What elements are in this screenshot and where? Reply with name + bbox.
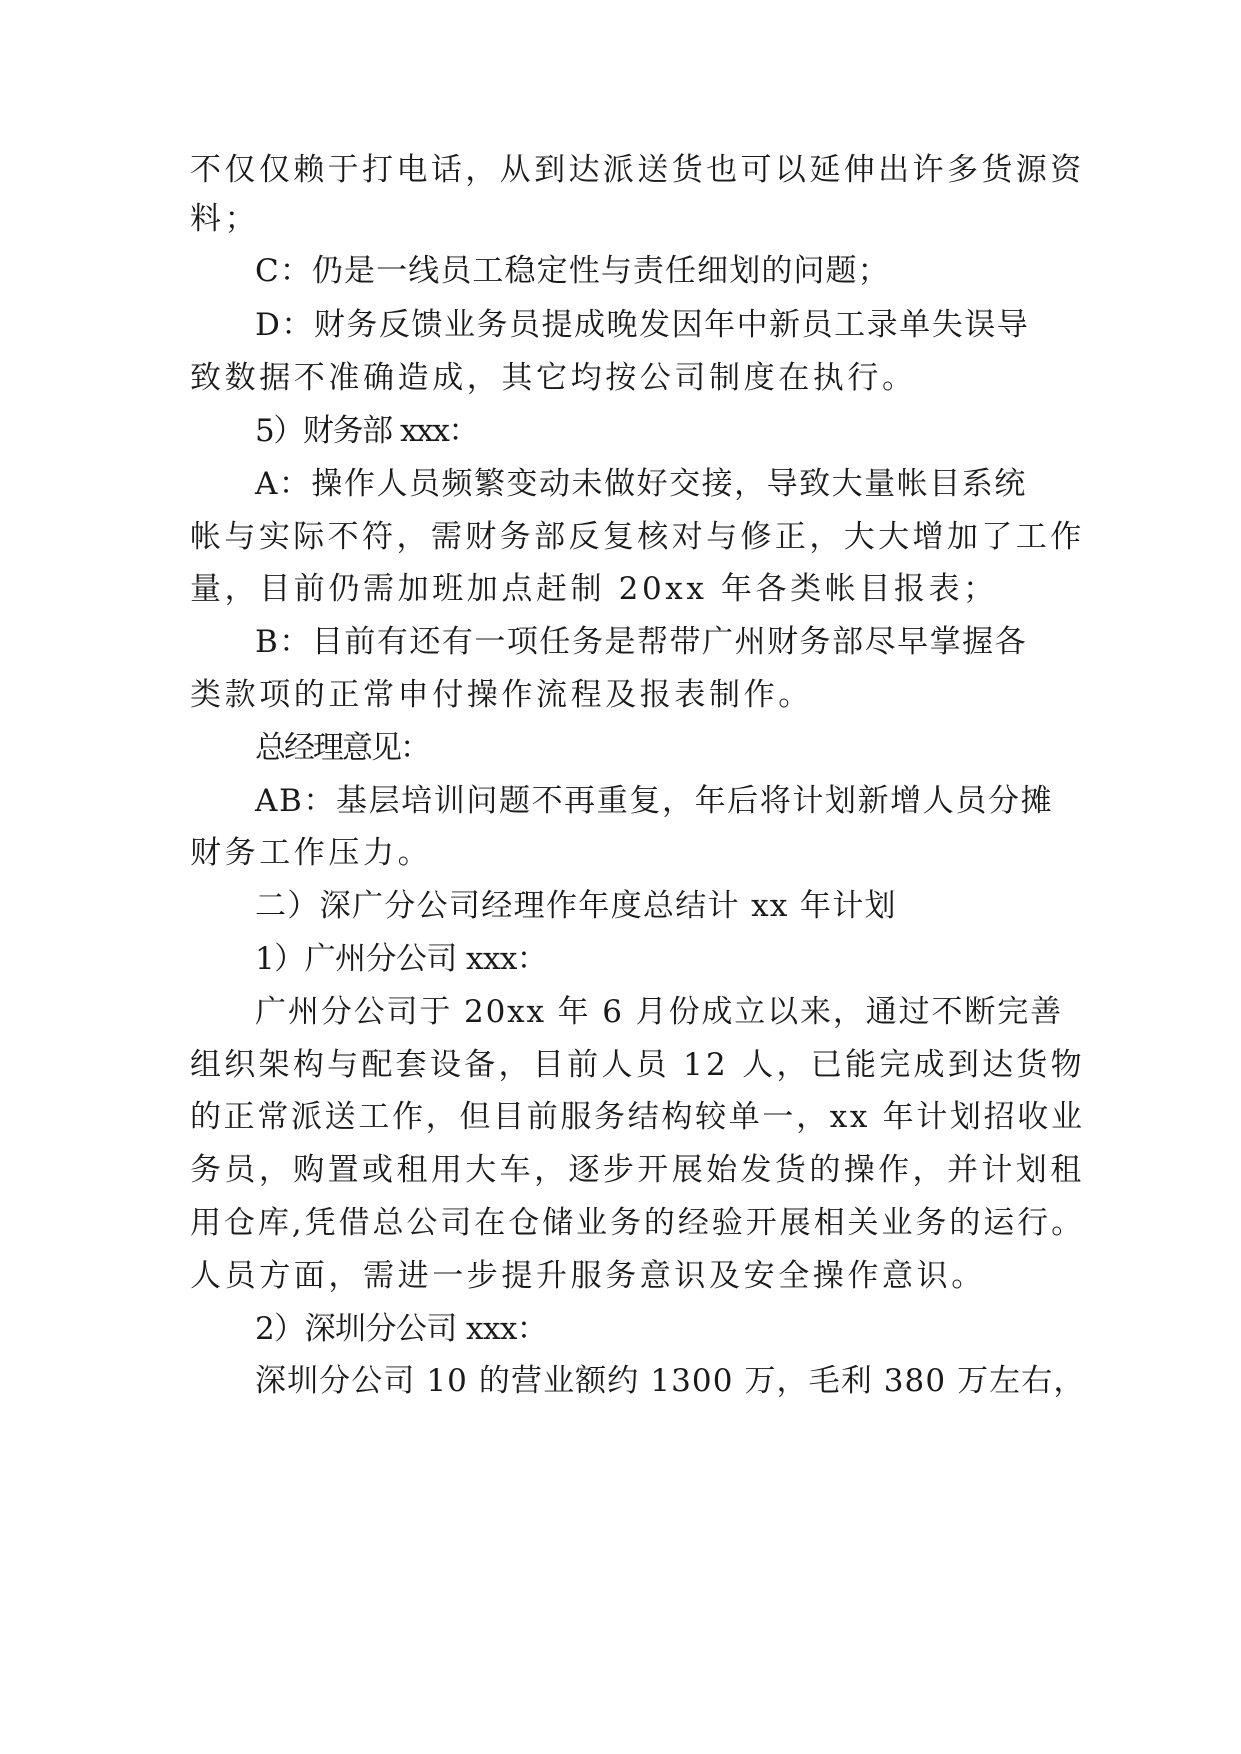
- text-line: 帐与实际不符，需财务部反复核对与修正，大大增加了工作: [190, 519, 1085, 555]
- text-line: 料；: [190, 201, 260, 237]
- text-line: 财务工作压力。: [190, 835, 433, 871]
- text-line: 人员方面，需进一步提升服务意识及安全操作意识。: [190, 1258, 986, 1294]
- text-line: 致数据不准确造成，其它均按公司制度在执行。: [190, 360, 917, 396]
- text-line: 二）深广分公司经理作年度总结计 xx 年计划: [255, 888, 897, 924]
- text-line: D：财务反馈业务员提成晚发因年中新员工录单失误导: [255, 307, 1030, 343]
- text-line: 务员，购置或租用大车，逐步开展始发货的操作，并计划租: [190, 1152, 1085, 1188]
- text-line: 量，目前仍需加班加点赶制 20xx 年各类帐目报表；: [190, 571, 998, 607]
- text-line: 的正常派送工作，但目前服务结构较单一，xx 年计划招收业: [190, 1099, 1085, 1135]
- text-line: 广州分公司于 20xx 年 6 月份成立以来，通过不断完善: [255, 994, 1063, 1030]
- text-line: 用仓库,凭借总公司在仓储业务的经验开展相关业务的运行。: [190, 1205, 1086, 1241]
- text-line: 深圳分公司 10 的营业额约 1300 万，毛利 380 万左右，: [255, 1363, 1086, 1399]
- text-line: 不仅仅赖于打电话，从到达派送货也可以延伸出许多货源资: [190, 152, 1085, 188]
- text-line: AB：基层培训问题不再重复，年后将计划新增人员分摊: [255, 783, 1054, 819]
- text-line: 2）深圳分公司 xxx：: [255, 1311, 548, 1347]
- text-line: 1）广州分公司 xxx：: [255, 941, 548, 977]
- text-line: 组织架构与配套设备，目前人员 12 人，已能完成到达货物: [190, 1047, 1085, 1083]
- text-line: 类款项的正常申付操作流程及报表制作。: [190, 677, 813, 713]
- text-line: B：目前有还有一项任务是帮带广州财务部尽早掌握各: [255, 624, 1028, 660]
- text-line: C：仍是一线员工稳定性与责任细划的问题；: [255, 253, 890, 289]
- text-line: 5）财务部 xxx：: [255, 413, 479, 449]
- text-line: 总经理意见：: [255, 730, 429, 766]
- text-line: A：操作人员频繁变动未做好交接，导致大量帐目系统: [255, 466, 1027, 502]
